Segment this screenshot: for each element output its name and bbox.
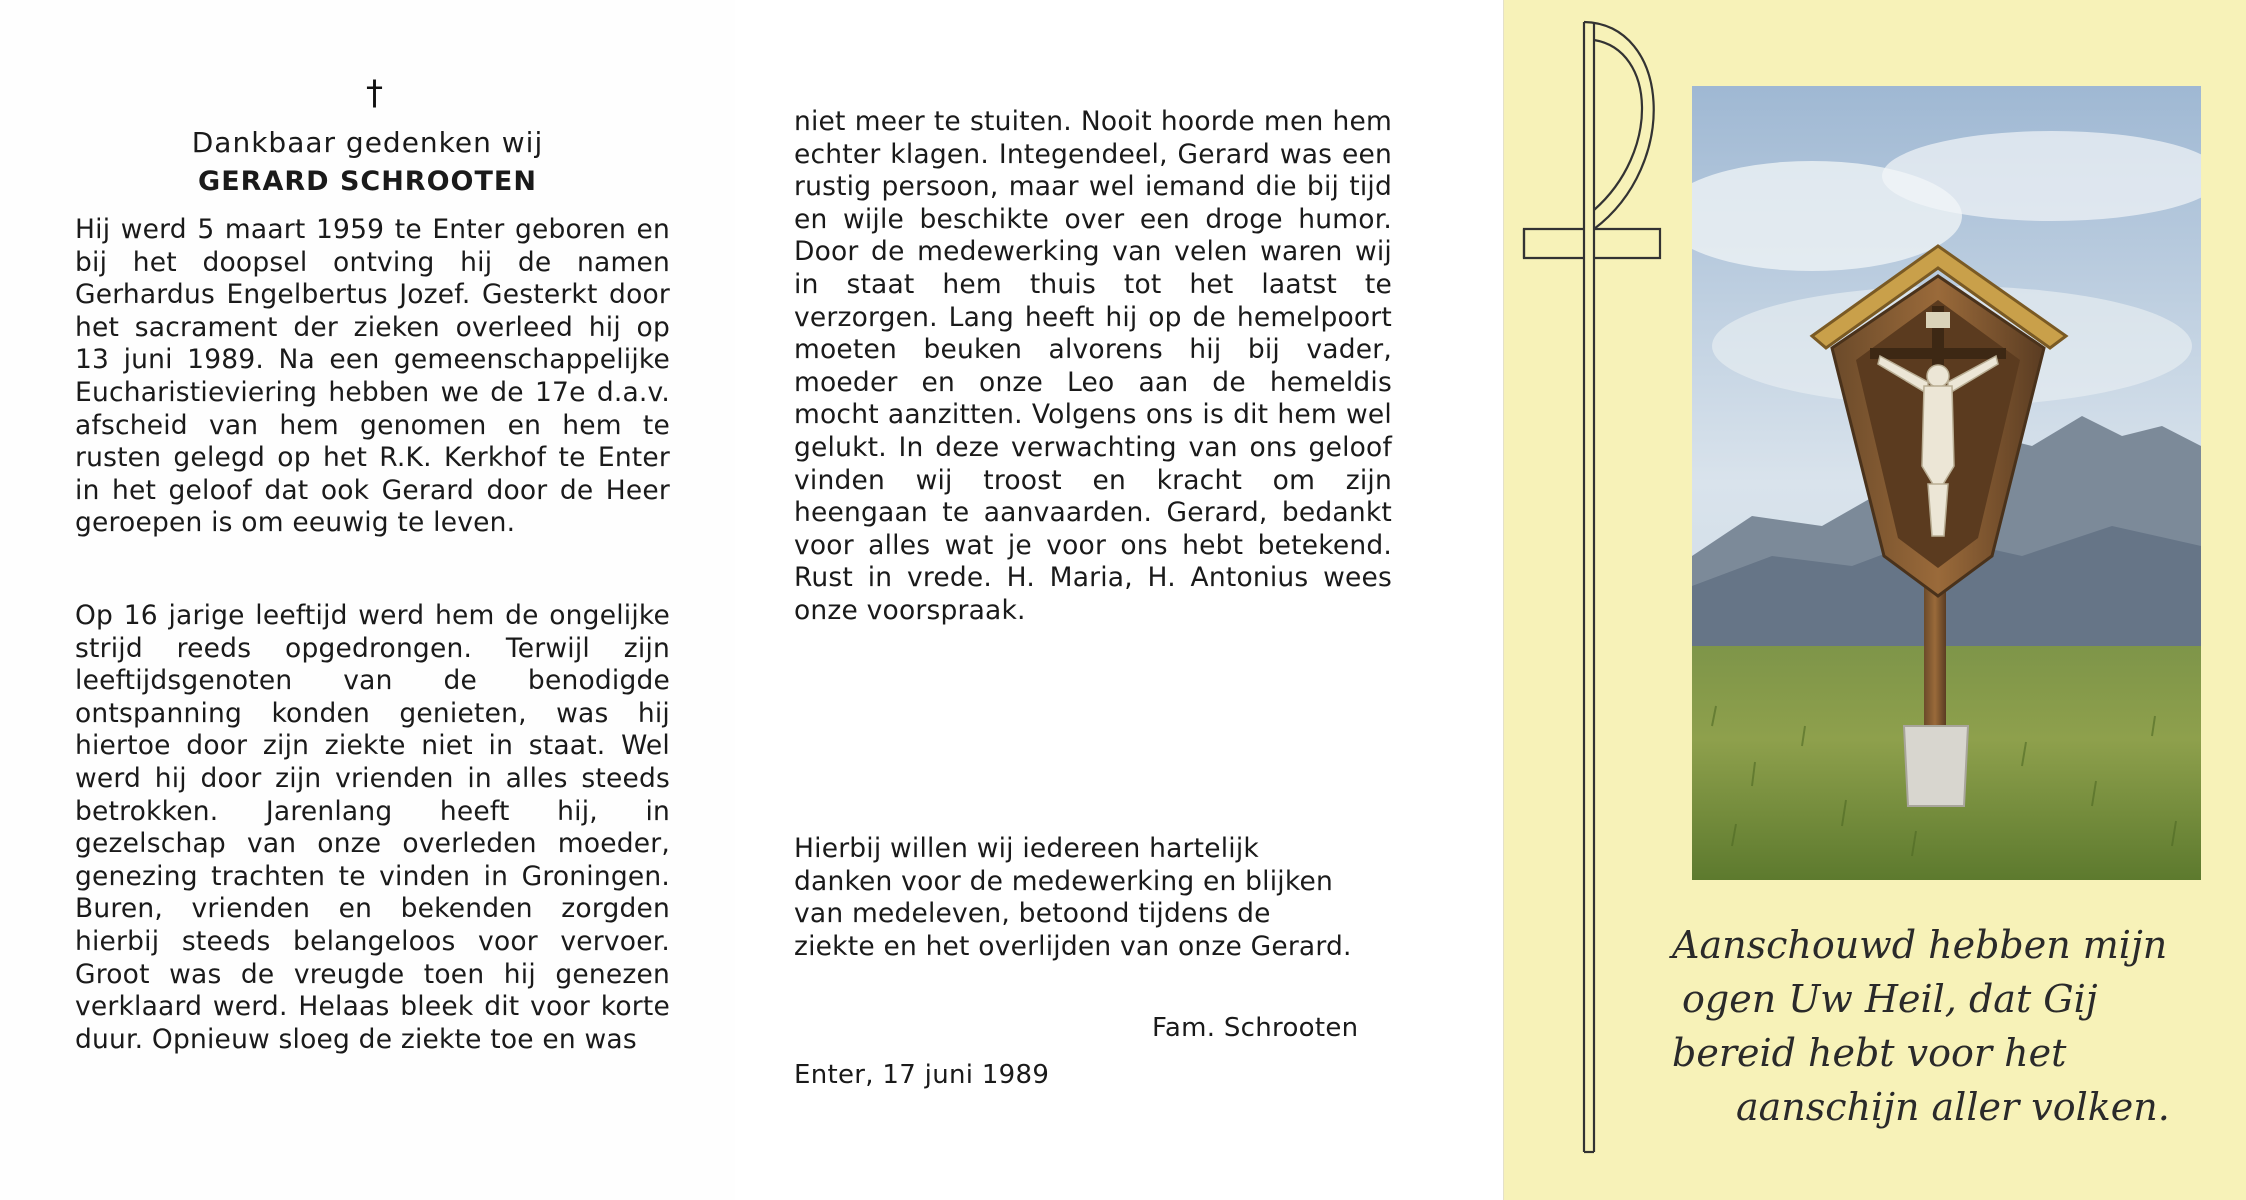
cross-icon: †: [366, 73, 383, 113]
scripture-verse: [1672, 918, 2212, 1134]
family-signature: Fam. Schrooten: [1152, 1013, 1359, 1043]
verse-line: ogen Uw Heil, dat Gij: [1682, 977, 2098, 1021]
thanks-paragraph: Hierbij willen wij iedereen hartelijk danken voor de medewerking en blijken van medeleven, betoond tijdens de ziekte en het overlijden van onze Gerard.: [794, 833, 1352, 962]
biography-paragraph: Hij werd 5 maart 1959 te Enter geboren en bij het doopsel ontving hij de namen Gerhardus Engelbertus Jozef. Gesterkt door het sacrament der zieken overleed hij op 13 juni 1989. Na een gemeenschappelijke Eucharistieviering hebben we de 17e d.a.v. afscheid van hem genomen en hem te rusten gelegd op het R.K. Kerkhof te Enter in het geloof dat ook Gerard door de Heer geroepen is om eeuwig te leven.: [75, 214, 670, 539]
chi-rho-icon: [1520, 14, 1690, 1154]
place-date: Enter, 17 juni 1989: [794, 1060, 1050, 1090]
wayside-crucifix-photo: [1692, 86, 2201, 880]
verse-line: bereid hebt voor het: [1672, 1031, 2067, 1075]
verse-line: Aanschouwd hebben mijn: [1672, 923, 2168, 967]
intro-heading: Dankbaar gedenken wij: [191, 126, 544, 159]
illness-paragraph: Op 16 jarige leeftijd werd hem de ongelijke strijd reeds opgedrongen. Terwijl zijn leeftijdsgenoten van de benodigde ontspanning konden genieten, was hij hiertoe door zijn ziekte niet in staat. Wel werd hij door zijn vrienden in alles steeds betrokken. Jarenlang heeft hij, in gezelschap van onze overleden moeder, genezing trachten te vinden in Groningen. Buren, vrienden en bekenden zorgden hierbij steeds belangeloos voor vervoer. Groot was de vreugde toen hij genezen verklaard werd. Helaas bleek dit voor korte duur. Opnieuw sloeg de ziekte toe en was: [75, 600, 670, 1055]
left-page: [0, 0, 735, 1200]
verse-line: aanschijn aller volken.: [1736, 1085, 2170, 1129]
continuation-paragraph: niet meer te stuiten. Nooit hoorde men hem echter klagen. Integendeel, Gerard was een rustig persoon, maar wel iemand die bij tijd en wijle beschikte over een droge humor. Door de medewerking van velen waren wij in staat hem thuis tot het laatst te verzorgen. Lang heeft hij op de hemelpoort moeten beuken alvorens hij bij vader, moeder en onze Leo aan de hemeldis mocht aanzitten. Volgens ons is dit hem wel gelukt. In deze verwachting van ons geloof vinden wij troost en kracht om zijn heengaan te aanvaarden. Gerard, bedankt voor alles wat je voor ons hebt betekend. Rust in vrede. H. Maria, H. Antonius wees onze voorspraak.: [794, 106, 1392, 626]
deceased-name: GERARD SCHROOTEN: [198, 166, 537, 197]
